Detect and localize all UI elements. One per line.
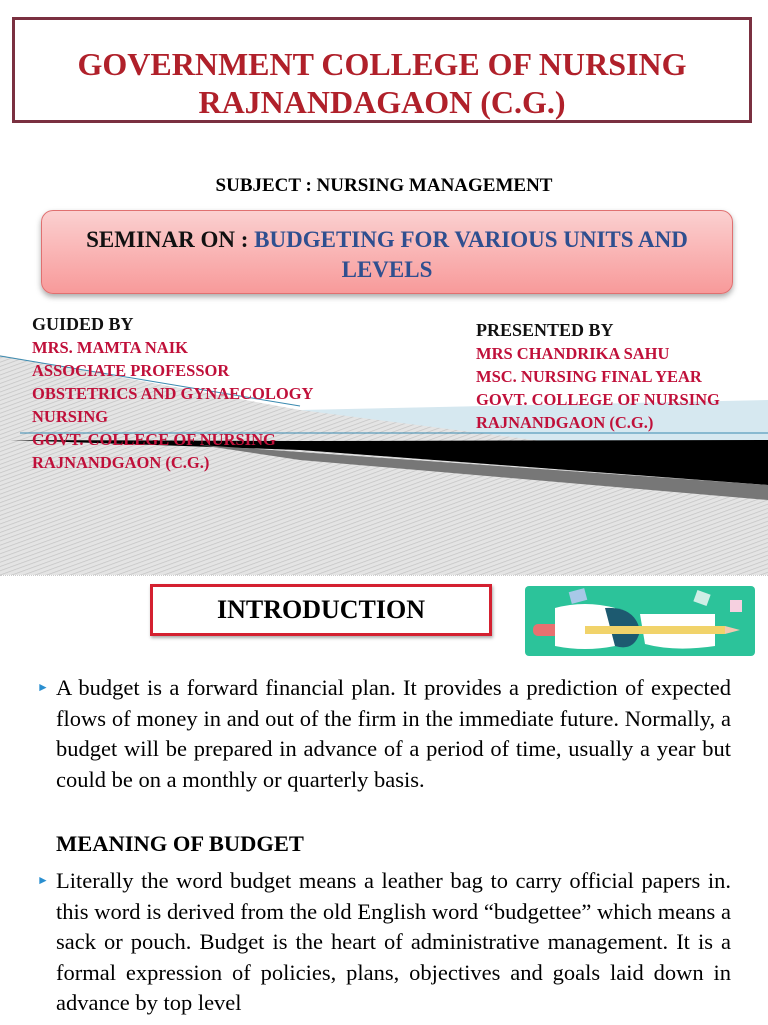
presented-by bbox=[476, 319, 720, 434]
title-line-1: GOVERNMENT COLLEGE OF NURSING bbox=[77, 46, 687, 82]
bullet-icon: ► bbox=[37, 680, 49, 694]
guided-by bbox=[32, 313, 313, 474]
presenter-line: GOVT. COLLEGE OF NURSING bbox=[476, 390, 720, 409]
subject: SUBJECT : NURSING MANAGEMENT bbox=[215, 175, 553, 196]
college-title bbox=[12, 17, 752, 123]
presented-by-heading: PRESENTED BY bbox=[476, 320, 614, 340]
guide-line: MRS. MAMTA NAIK bbox=[32, 338, 188, 357]
budget-meaning-paragraph: Literally the word budget means a leather bag to carry official papers in. this word is derived from the old English word “budgettee” which means a sack or pouch. Budget is the heart of administrative management. It is a formal expression of policies, plans, objectives and goals laid down in advance by top level bbox=[56, 868, 731, 1015]
seminar-banner bbox=[41, 210, 733, 294]
presenter-line: MSC. NURSING FINAL YEAR bbox=[476, 367, 702, 386]
guide-line: ASSOCIATE PROFESSOR bbox=[32, 361, 230, 380]
budget-illustration bbox=[525, 586, 755, 656]
introduction-heading: INTRODUCTION bbox=[150, 584, 492, 636]
guide-line: RAJNANDGAON (C.G.) bbox=[32, 453, 210, 472]
guide-line: OBSTETRICS AND GYNAECOLOGY bbox=[32, 384, 314, 403]
guide-line: GOVT. COLLEGE OF NURSING bbox=[32, 430, 276, 449]
seminar-topic: BUDGETING FOR VARIOUS UNITS AND LEVELS bbox=[254, 227, 688, 282]
guide-line: NURSING bbox=[32, 407, 109, 426]
bullet-icon: ► bbox=[37, 873, 49, 887]
meaning-of-budget-heading: MEANING OF BUDGET bbox=[56, 831, 304, 856]
title-line-2: RAJNANDAGAON (C.G.) bbox=[198, 84, 566, 120]
introduction-slide bbox=[0, 575, 768, 1025]
guided-by-heading: GUIDED BY bbox=[32, 314, 134, 334]
presenter-line: MRS CHANDRIKA SAHU bbox=[476, 344, 670, 363]
seminar-label: SEMINAR ON : bbox=[86, 227, 255, 252]
presenter-line: RAJNANDGAON (C.G.) bbox=[476, 413, 654, 432]
budget-definition-paragraph: A budget is a forward financial plan. It provides a prediction of expected flows of money in and out of the firm in the immediate future. Normally, a budget will be prepared in advance of a period of time, usually a year but could be on a monthly or quarterly basis. bbox=[56, 675, 731, 792]
